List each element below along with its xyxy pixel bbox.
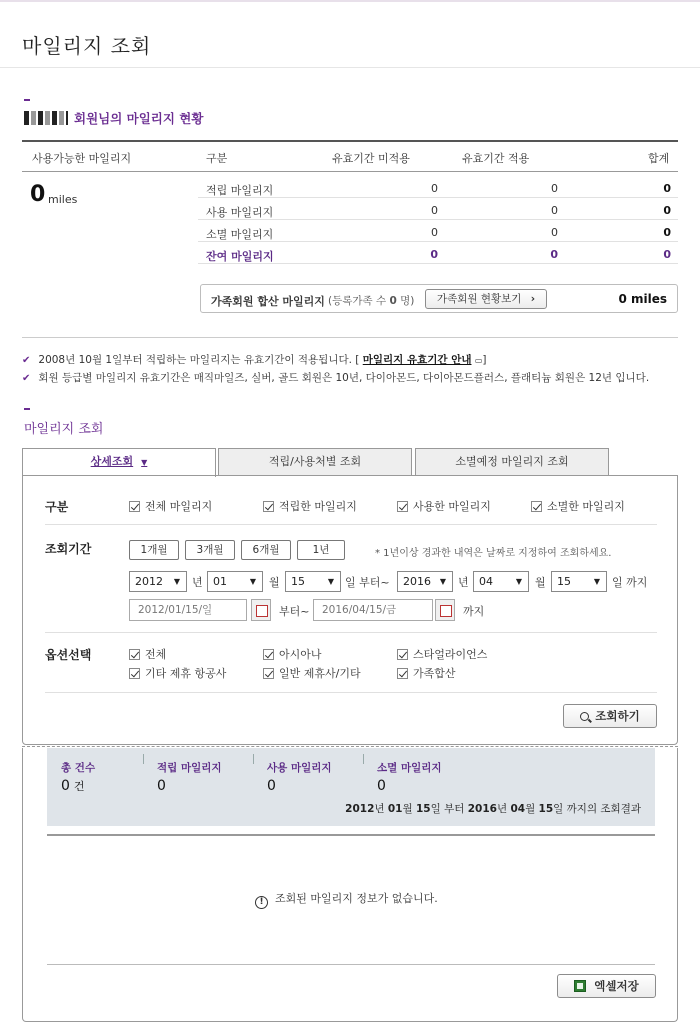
divider (45, 692, 657, 693)
family-count: (등록가족 수 0 명) (328, 295, 415, 307)
search-heading: 마일리지 조회 (24, 422, 104, 437)
summary-heading: 회원님의 마일리지 현황 (24, 109, 203, 127)
from-month-select[interactable]: 01 ▼ (207, 571, 263, 592)
from-year-select[interactable]: 2012 ▼ (129, 571, 187, 592)
period-1year-button[interactable]: 1년 (297, 540, 345, 560)
info-icon: ! (255, 896, 268, 909)
tab-by-usage[interactable]: 적립/사용처별 조회 (218, 448, 412, 476)
column-header: 유효기간 미적용 (332, 152, 410, 165)
column-header: 구분 (206, 152, 228, 165)
tab-detail[interactable]: 상세조회 ▼ (22, 448, 216, 477)
column-header: 합계 (648, 152, 670, 165)
divider (22, 337, 678, 338)
checkbox-option-asiana[interactable]: 아시아나 (263, 646, 322, 662)
table-row: 적립 마일리지 0 0 0 (198, 176, 678, 198)
title-divider (0, 67, 700, 68)
table-header (22, 140, 678, 172)
excel-save-button[interactable]: 엑셀저장 (557, 974, 656, 998)
total-count: 총 건수 0 건 (61, 762, 96, 794)
earned-total: 적립 마일리지 0 (157, 762, 222, 794)
chevron-right-icon: › (530, 293, 536, 305)
section-marker (24, 99, 30, 101)
check-icon: ✔ (22, 373, 31, 384)
dashed-divider (22, 746, 678, 747)
checkbox-option-partners[interactable]: 일반 제휴사/기타 (263, 665, 361, 681)
checkbox-option-family[interactable]: 가족합산 (397, 665, 456, 681)
to-year-select[interactable]: 2016 ▼ (397, 571, 453, 592)
note-grade: ✔ 회원 등급별 마일리지 유효기간은 매직마일즈, 실버, 골드 회원은 10년, 다이아몬드, 다이아몬드플러스, 플래티늄 회원은 12년 입니다. (22, 372, 650, 384)
column-header: 유효기간 적용 (462, 152, 530, 165)
divider (45, 632, 657, 633)
result-period: 2012년 01월 15일 부터 2016년 04월 15일 까지의 조회결과 (345, 803, 641, 815)
used-total: 사용 마일리지 0 (267, 762, 332, 794)
from-date-input[interactable]: 2012/01/15/일 (129, 599, 247, 621)
period-1month-button[interactable]: 1개월 (129, 540, 179, 560)
page-title: 마일리지 조회 (22, 34, 152, 58)
checkbox-option-all[interactable]: 전체 (129, 646, 166, 662)
excel-icon (574, 980, 586, 992)
expiry-info-link[interactable]: 마일리지 유효기간 안내 (362, 354, 472, 366)
search-panel: 구분 전체 마일리지 적립한 마일리지 사용한 마일리지 소멸한 마일리지 조회기간 1개월 3개월 6개월 1년 * 1년이상 경과한 내역은 날짜로 지정하여 조회하세요. 2012 ▼ 년 01 ▼ 월 15 ▼ 일 부터~ 2016 ▼ 년 04 ▼ 월 15 ▼ 일 까지 2012/01/15/일 부터~ 2016/04/15/금 까지 옵션선택 전체 아시아나 스타얼라이언스 기타 제휴 항공사 일반 제휴사/기타 가족합산 조회하기 (22, 475, 678, 745)
checkbox-option-star-alliance[interactable]: 스타얼라이언스 (397, 646, 487, 662)
divider (47, 964, 655, 965)
checkbox-used-mileage[interactable]: 사용한 마일리지 (397, 498, 491, 514)
to-month-select[interactable]: 04 ▼ (473, 571, 529, 592)
available-miles: 0 (30, 182, 46, 207)
expired-total: 소멸 마일리지 0 (377, 762, 442, 794)
calendar-icon[interactable] (251, 599, 271, 621)
result-panel (22, 748, 678, 1022)
section-marker (24, 408, 30, 410)
tab-expiring[interactable]: 소멸예정 마일리지 조회 (415, 448, 609, 476)
search-icon (580, 712, 589, 721)
table-row-balance: 잔여 마일리지 0 0 0 (198, 242, 678, 264)
note-expiry: ✔ 2008년 10월 1일부터 적립하는 마일리지는 유효기간이 적용됩니다. [ 마일리지 유효기간 안내 ▭] (22, 354, 487, 366)
family-miles: 0 miles (618, 292, 667, 306)
table-row: 사용 마일리지 0 0 0 (198, 198, 678, 220)
top-border (0, 0, 700, 2)
to-day-select[interactable]: 15 ▼ (551, 571, 607, 592)
empty-message: ! 조회된 마일리지 정보가 없습니다. (255, 890, 438, 909)
result-summary (47, 748, 655, 826)
from-day-select[interactable]: 15 ▼ (285, 571, 341, 592)
search-button[interactable]: 조회하기 (563, 704, 657, 728)
masked-name (24, 111, 68, 125)
popup-icon: ▭ (474, 356, 483, 365)
table-row: 소멸 마일리지 0 0 0 (198, 220, 678, 242)
period-label: 조회기간 (45, 542, 92, 556)
checkbox-earned-mileage[interactable]: 적립한 마일리지 (263, 498, 357, 514)
family-mileage-label: 가족회원 합산 마일리지 (211, 295, 325, 308)
divider (47, 834, 655, 836)
column-header: 사용가능한 마일리지 (32, 152, 132, 165)
period-3month-button[interactable]: 3개월 (185, 540, 235, 560)
miles-unit: miles (48, 193, 78, 206)
checkbox-option-other-airlines[interactable]: 기타 제휴 항공사 (129, 665, 226, 681)
checkbox-expired-mileage[interactable]: 소멸한 마일리지 (531, 498, 625, 514)
period-hint: * 1년이상 경과한 내역은 날짜로 지정하여 조회하세요. (375, 548, 612, 559)
family-status-button[interactable]: 가족회원 현황보기 › (425, 289, 547, 309)
option-label: 옵션선택 (45, 648, 92, 662)
check-icon: ✔ (22, 355, 31, 366)
divider (45, 524, 657, 525)
caret-down-icon: ▼ (141, 458, 148, 467)
calendar-icon[interactable] (435, 599, 455, 621)
search-tabs (22, 448, 678, 476)
checkbox-all-mileage[interactable]: 전체 마일리지 (129, 498, 212, 514)
to-date-input[interactable]: 2016/04/15/금 (313, 599, 433, 621)
category-label: 구분 (45, 500, 69, 514)
family-mileage-box (200, 284, 678, 313)
period-6month-button[interactable]: 6개월 (241, 540, 291, 560)
